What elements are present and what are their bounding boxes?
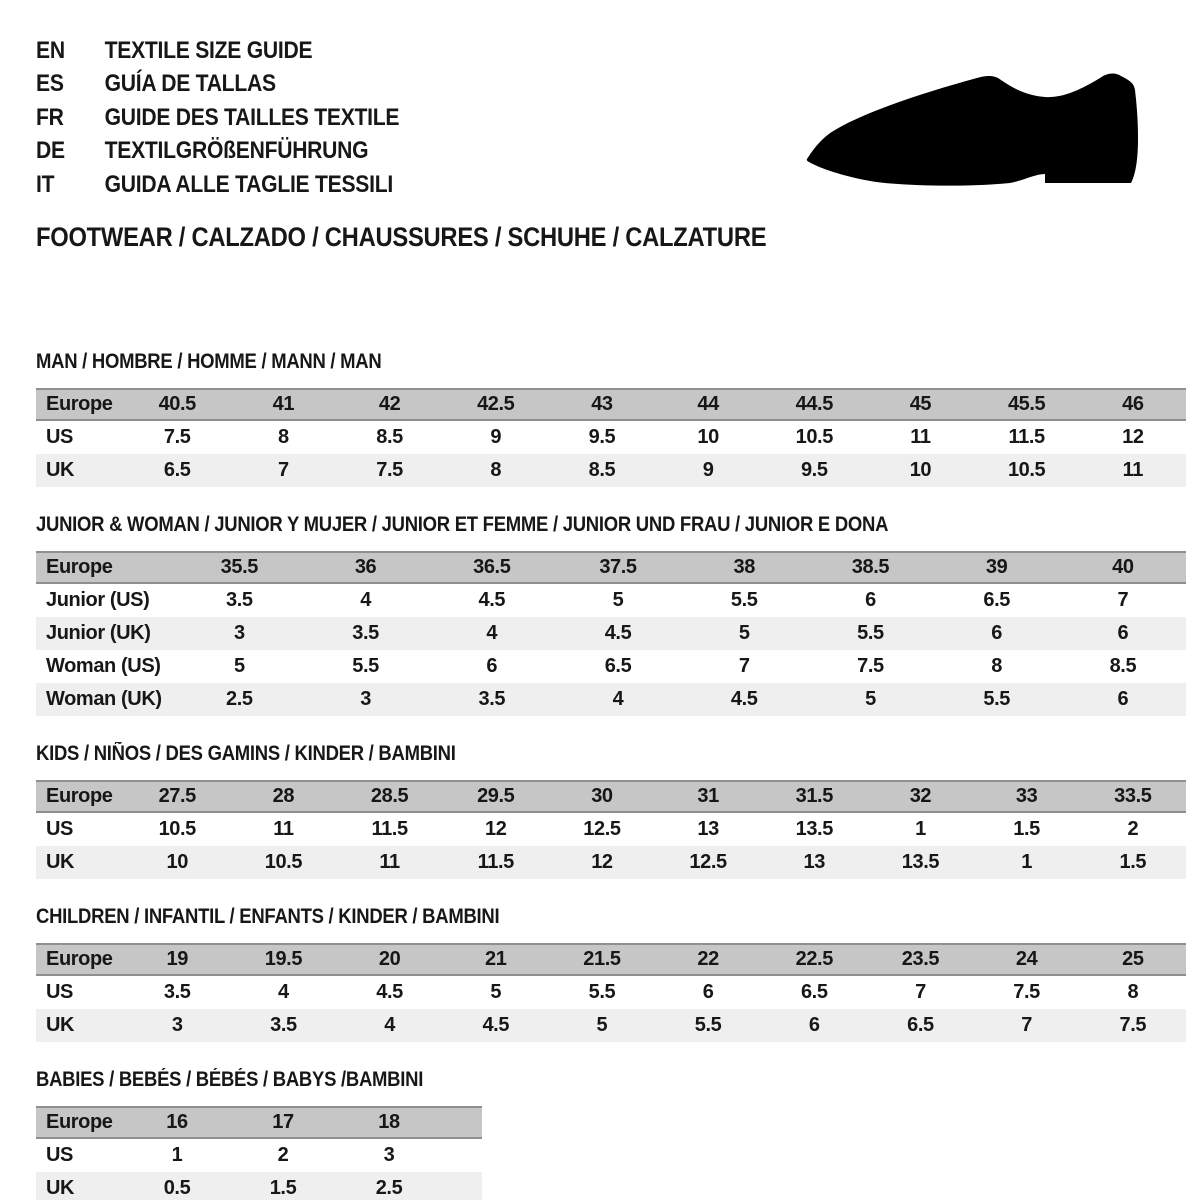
- language-code: FR: [36, 103, 64, 131]
- size-cell: 3: [360, 687, 371, 710]
- size-cell: 32: [867, 781, 973, 812]
- table-row: [36, 975, 1186, 1009]
- language-code: ES: [36, 70, 64, 98]
- size-cell: 0.5: [163, 1176, 191, 1199]
- size-cell: 4: [360, 588, 371, 611]
- size-cell: 40: [1060, 552, 1186, 583]
- size-cell: 22.5: [761, 944, 867, 975]
- size-cell: 8.5: [1109, 654, 1137, 677]
- section-kids: [36, 742, 1186, 879]
- size-cell: 11.5: [477, 850, 514, 873]
- size-cell: 7: [1021, 1013, 1032, 1036]
- size-cell: 4.5: [604, 621, 632, 644]
- section-children: [36, 905, 1186, 1042]
- size-cell: 31: [655, 781, 761, 812]
- language-code: EN: [36, 36, 65, 64]
- row-label: US: [46, 1143, 73, 1166]
- row-label: Europe: [36, 389, 124, 420]
- size-cell: 7: [1117, 588, 1129, 611]
- size-cell: 1: [171, 1143, 183, 1166]
- size-cell: 10.5: [795, 425, 833, 448]
- size-cell: 8: [991, 654, 1003, 677]
- table-row: [36, 617, 1186, 650]
- size-table-children: [36, 943, 1186, 1042]
- size-cell: 18: [336, 1107, 442, 1138]
- size-cell: 1.5: [1119, 850, 1147, 873]
- table-row: [36, 454, 1186, 487]
- size-cell: 6: [1117, 621, 1129, 644]
- size-cell: 7: [278, 458, 289, 481]
- row-label: US: [46, 817, 73, 840]
- size-cell: 5: [490, 980, 502, 1003]
- table-row: [36, 846, 1186, 879]
- row-label: UK: [46, 1176, 75, 1199]
- size-cell: 19: [124, 944, 230, 975]
- size-cell: 45: [867, 389, 973, 420]
- size-cell: 4: [384, 1013, 395, 1036]
- size-cell: 4: [278, 980, 289, 1003]
- size-cell: 8: [278, 425, 289, 448]
- size-cell: 6.5: [604, 654, 632, 677]
- table-row: [36, 683, 1186, 716]
- size-cell: 8.5: [588, 458, 616, 481]
- size-cell: 5.5: [730, 588, 758, 611]
- size-table-babies: [36, 1106, 482, 1200]
- size-cell: 1: [915, 817, 926, 840]
- size-cell: 11.5: [371, 817, 408, 840]
- size-cell: 4: [612, 687, 624, 710]
- size-cell: 1.5: [1013, 817, 1040, 840]
- size-cell: 12: [485, 817, 507, 840]
- size-cell: 6: [702, 980, 714, 1003]
- size-cell: 7.5: [1013, 980, 1040, 1003]
- size-cell: 35.5: [176, 552, 302, 583]
- size-cell: 6: [991, 621, 1003, 644]
- size-cell: 19.5: [230, 944, 336, 975]
- table-row: [36, 1009, 1186, 1042]
- size-cell: 11: [1122, 458, 1144, 481]
- section-junior-woman: [36, 513, 1186, 716]
- size-table-junior-woman: [36, 551, 1186, 716]
- size-cell: 45.5: [974, 389, 1080, 420]
- size-cell: 5.5: [352, 654, 379, 677]
- size-cell: 11: [273, 817, 294, 840]
- size-cell: 28: [230, 781, 336, 812]
- size-cell: 3.5: [270, 1013, 297, 1036]
- size-cell: 5: [233, 654, 245, 677]
- section-title: KIDS / NIÑOS / DES GAMINS / KINDER / BAMBINI: [36, 741, 456, 765]
- size-cell: 8.5: [376, 425, 403, 448]
- section-title: CHILDREN / INFANTIL / ENFANTS / KINDER / BAMBINI: [36, 904, 500, 928]
- size-cell: 5: [596, 1013, 608, 1036]
- size-cell: 10: [697, 425, 719, 448]
- size-cell: 7.5: [376, 458, 403, 481]
- filler-cell: [442, 1172, 482, 1200]
- size-cell: 30: [549, 781, 655, 812]
- size-cell: 6.5: [800, 980, 828, 1003]
- table-row: [36, 1172, 482, 1200]
- table-header-row: [36, 1107, 482, 1138]
- size-cell: 36: [302, 552, 428, 583]
- size-cell: 3: [171, 1013, 183, 1036]
- size-cell: 6: [808, 1013, 820, 1036]
- language-label: TEXTILGRÖßENFÜHRUNG: [104, 137, 369, 165]
- size-cell: 37.5: [555, 552, 681, 583]
- size-cell: 7: [915, 980, 926, 1003]
- size-cell: 10.5: [1007, 458, 1046, 481]
- size-cell: 21.5: [549, 944, 655, 975]
- size-cell: 4.5: [478, 588, 506, 611]
- size-cell: 11: [379, 850, 400, 873]
- table-header-row: [36, 552, 1186, 583]
- row-label: Junior (UK): [46, 621, 151, 644]
- size-cell: 38: [681, 552, 807, 583]
- size-cell: 4.5: [482, 1013, 510, 1036]
- row-label: US: [46, 980, 73, 1003]
- section-title: MAN / HOMBRE / HOMME / MANN / MAN: [36, 349, 382, 373]
- dress-shoe-silhouette-icon: [805, 62, 1140, 187]
- table-header-row: [36, 389, 1186, 420]
- size-cell: 9.5: [800, 458, 828, 481]
- table-header-row: [36, 781, 1186, 812]
- size-cell: 10: [909, 458, 932, 481]
- row-label: Europe: [36, 552, 176, 583]
- size-cell: 5: [612, 588, 624, 611]
- size-cell: 5.5: [588, 980, 616, 1003]
- size-cell: 17: [230, 1107, 336, 1138]
- size-cell: 16: [124, 1107, 230, 1138]
- filler-cell: [442, 1107, 482, 1138]
- size-cell: 42: [336, 389, 442, 420]
- size-cell: 10: [166, 850, 188, 873]
- table-header-row: [36, 944, 1186, 975]
- size-cell: 44.5: [761, 389, 867, 420]
- size-cell: 41: [230, 389, 336, 420]
- size-cell: 11.5: [1008, 425, 1045, 448]
- row-label: UK: [46, 850, 75, 873]
- size-table-kids: [36, 780, 1186, 879]
- row-label: Europe: [36, 1107, 124, 1138]
- size-cell: 10.5: [264, 850, 303, 873]
- size-cell: 8: [1127, 980, 1139, 1003]
- language-label: GUIDE DES TAILLES TEXTILE: [104, 103, 400, 131]
- size-cell: 3.5: [352, 621, 379, 644]
- size-cell: 31.5: [761, 781, 867, 812]
- size-cell: 12.5: [689, 850, 727, 873]
- size-cell: 11: [910, 425, 931, 448]
- size-cell: 3: [383, 1143, 395, 1166]
- row-label: Woman (UK): [46, 687, 162, 710]
- size-cell: 28.5: [336, 781, 442, 812]
- size-cell: 39: [934, 552, 1060, 583]
- size-cell: 5.5: [983, 687, 1010, 710]
- size-cell: 10.5: [158, 817, 196, 840]
- size-cell: 3: [233, 621, 245, 644]
- size-cell: 33.5: [1080, 781, 1186, 812]
- size-cell: 9: [702, 458, 714, 481]
- size-cell: 4.5: [376, 980, 403, 1003]
- section-babies: [36, 1068, 1186, 1200]
- row-label: Junior (US): [46, 588, 150, 611]
- size-cell: 6: [865, 588, 876, 611]
- size-cell: 20: [336, 944, 442, 975]
- size-cell: 23.5: [867, 944, 973, 975]
- size-cell: 44: [655, 389, 761, 420]
- size-cell: 43: [549, 389, 655, 420]
- size-cell: 36.5: [429, 552, 555, 583]
- size-cell: 9: [490, 425, 502, 448]
- size-cell: 3.5: [478, 687, 506, 710]
- size-cell: 6: [1117, 687, 1129, 710]
- language-label: GUIDA ALLE TAGLIE TESSILI: [104, 170, 393, 198]
- size-cell: 13.5: [901, 850, 940, 873]
- size-cell: 7: [738, 654, 750, 677]
- size-cell: 8: [490, 458, 502, 481]
- table-row: [36, 650, 1186, 683]
- section-title: JUNIOR & WOMAN / JUNIOR Y MUJER / JUNIOR ET FEMME / JUNIOR UND FRAU / JUNIOR E DONA: [36, 512, 889, 536]
- row-label: UK: [46, 458, 75, 481]
- size-cell: 1: [1021, 850, 1032, 873]
- size-cell: 2: [1127, 817, 1139, 840]
- filler-cell: [442, 1138, 482, 1172]
- size-cell: 13.5: [795, 817, 833, 840]
- size-cell: 6.5: [163, 458, 191, 481]
- row-label: Europe: [36, 944, 124, 975]
- size-table-man: [36, 388, 1186, 487]
- section-man: [36, 350, 1186, 487]
- size-cell: 13: [697, 817, 719, 840]
- table-row: [36, 420, 1186, 454]
- language-label: GUÍA DE TALLAS: [104, 70, 276, 98]
- table-row: [36, 812, 1186, 846]
- size-cell: 6: [486, 654, 498, 677]
- size-cell: 2.5: [226, 687, 253, 710]
- size-cell: 6.5: [983, 588, 1010, 611]
- size-cell: 12: [591, 850, 613, 873]
- size-cell: 4: [486, 621, 498, 644]
- size-cell: 9.5: [588, 425, 616, 448]
- size-cell: 6.5: [907, 1013, 934, 1036]
- size-cell: 25: [1080, 944, 1186, 975]
- row-label: Europe: [36, 781, 124, 812]
- table-row: [36, 583, 1186, 617]
- size-cell: 2: [277, 1143, 289, 1166]
- row-label: US: [46, 425, 73, 448]
- size-cell: 7.5: [1119, 1013, 1147, 1036]
- table-row: [36, 1138, 482, 1172]
- size-cell: 38.5: [807, 552, 933, 583]
- size-cell: 27.5: [124, 781, 230, 812]
- size-cell: 12.5: [583, 817, 621, 840]
- size-cell: 21: [443, 944, 549, 975]
- size-cell: 13: [803, 850, 825, 873]
- language-code: DE: [36, 137, 65, 165]
- size-cell: 7.5: [857, 654, 884, 677]
- row-label: Woman (US): [46, 654, 161, 677]
- size-cell: 24: [974, 944, 1080, 975]
- size-cell: 46: [1080, 389, 1186, 420]
- size-cell: 7.5: [163, 425, 191, 448]
- size-cell: 5: [865, 687, 876, 710]
- size-cell: 29.5: [443, 781, 549, 812]
- size-cell: 22: [655, 944, 761, 975]
- size-cell: 1.5: [269, 1176, 297, 1199]
- size-cell: 40.5: [124, 389, 230, 420]
- size-cell: 5.5: [857, 621, 884, 644]
- size-cell: 33: [974, 781, 1080, 812]
- size-cell: 3.5: [163, 980, 191, 1003]
- size-cell: 2.5: [375, 1176, 403, 1199]
- size-cell: 3.5: [226, 588, 253, 611]
- section-title: BABIES / BEBÉS / BÉBÉS / BABYS /BAMBINI: [36, 1067, 424, 1091]
- size-cell: 5.5: [694, 1013, 722, 1036]
- row-label: UK: [46, 1013, 75, 1036]
- size-cell: 5: [738, 621, 750, 644]
- language-code: IT: [36, 170, 55, 198]
- language-label: TEXTILE SIZE GUIDE: [104, 36, 313, 64]
- category-title: FOOTWEAR / CALZADO / CHAUSSURES / SCHUHE / CALZATURE: [36, 221, 767, 252]
- size-cell: 12: [1122, 425, 1144, 448]
- size-cell: 4.5: [730, 687, 758, 710]
- size-cell: 42.5: [443, 389, 549, 420]
